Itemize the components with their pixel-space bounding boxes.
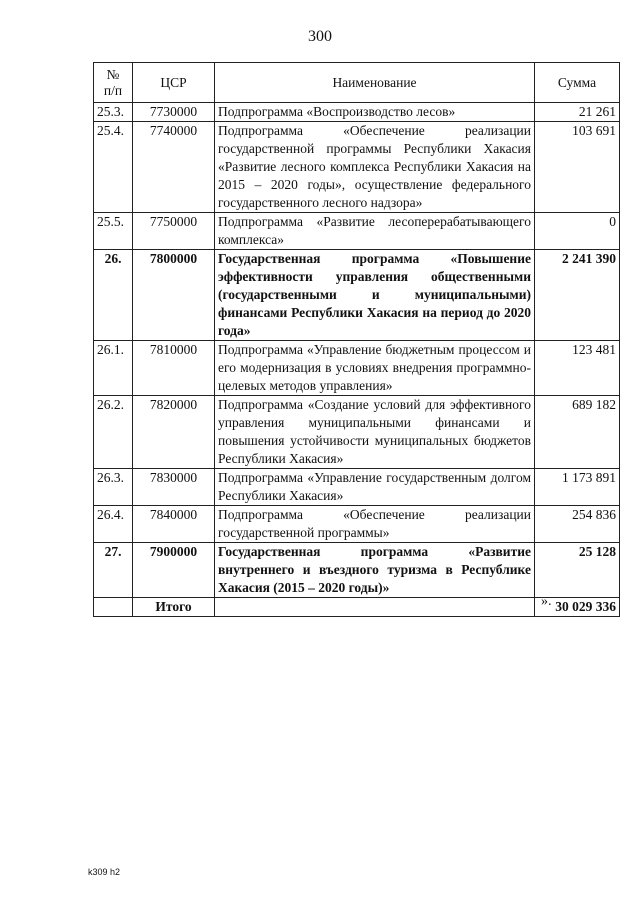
row-name: Подпрограмма «Обеспечение реализации государственной программы» (215, 506, 535, 543)
row-sum: 21 261 (535, 103, 620, 122)
row-sum: 25 128 (535, 543, 620, 598)
row-sum: 2 241 390 (535, 250, 620, 341)
row-csr: 7900000 (133, 543, 215, 598)
row-csr: 7800000 (133, 250, 215, 341)
row-csr: 7810000 (133, 341, 215, 396)
budget-table (93, 62, 620, 617)
row-sum: 1 173 891 (535, 469, 620, 506)
row-name: Подпрограмма «Управление государственным долгом Республики Хакасия» (215, 469, 535, 506)
table-row (94, 469, 620, 506)
row-num: 25.3. (94, 103, 133, 122)
row-sum: 103 691 (535, 122, 620, 213)
row-num: 26.4. (94, 506, 133, 543)
total-name-empty (215, 598, 535, 617)
table-row (94, 543, 620, 598)
row-num: 26.2. (94, 396, 133, 469)
row-name: Подпрограмма «Управление бюджетным процессом и его модернизация в условиях внедрения программно-целевых методов управления» (215, 341, 535, 396)
row-name: Подпрограмма «Воспроизводство лесов» (215, 103, 535, 122)
row-csr: 7830000 (133, 469, 215, 506)
row-num: 26.1. (94, 341, 133, 396)
row-csr: 7820000 (133, 396, 215, 469)
table-row (94, 506, 620, 543)
row-num: 26. (94, 250, 133, 341)
page-number: 300 (308, 28, 332, 45)
table-row (94, 250, 620, 341)
total-label: Итого (133, 598, 215, 617)
header-sum: Сумма (535, 63, 620, 103)
row-name: Подпрограмма «Создание условий для эффективного управления муниципальными финансами и повышения устойчивости муниципальных бюджетов Республики Хакасия» (215, 396, 535, 469)
table-row (94, 122, 620, 213)
row-name: Подпрограмма «Обеспечение реализации государственной программы Республики Хакасия «Развитие лесного комплекса Республики Хакасия на 2015 – 2020 годы», осуществление федерального государственного лесного надзора» (215, 122, 535, 213)
row-num: 25.4. (94, 122, 133, 213)
table-row (94, 213, 620, 250)
header-num: № п/п (94, 63, 133, 103)
header-csr: ЦСР (133, 63, 215, 103)
row-name: Государственная программа «Развитие внутреннего и въездного туризма в Республике Хакасия (2015 – 2020 годы)» (215, 543, 535, 598)
row-num: 25.5. (94, 213, 133, 250)
table-row (94, 341, 620, 396)
row-sum: 254 836 (535, 506, 620, 543)
row-csr: 7750000 (133, 213, 215, 250)
total-num-empty (94, 598, 133, 617)
header-name: Наименование (215, 63, 535, 103)
row-csr: 7730000 (133, 103, 215, 122)
row-csr: 7740000 (133, 122, 215, 213)
closing-quote-mark: ». (541, 594, 552, 609)
row-name: Подпрограмма «Развитие лесоперерабатывающего комплекса» (215, 213, 535, 250)
row-sum: 123 481 (535, 341, 620, 396)
footer-code: k309 h2 (88, 867, 121, 877)
table-row (94, 103, 620, 122)
total-sum: 30 029 336 (535, 598, 620, 617)
table-header-row (94, 63, 620, 103)
row-num: 27. (94, 543, 133, 598)
row-sum: 0 (535, 213, 620, 250)
row-name: Государственная программа «Повышение эффективности управления общественными (государственными и муниципальными) финансами Республики Хакасия на период до 2020 года» (215, 250, 535, 341)
table-row (94, 396, 620, 469)
row-num: 26.3. (94, 469, 133, 506)
row-sum: 689 182 (535, 396, 620, 469)
row-csr: 7840000 (133, 506, 215, 543)
